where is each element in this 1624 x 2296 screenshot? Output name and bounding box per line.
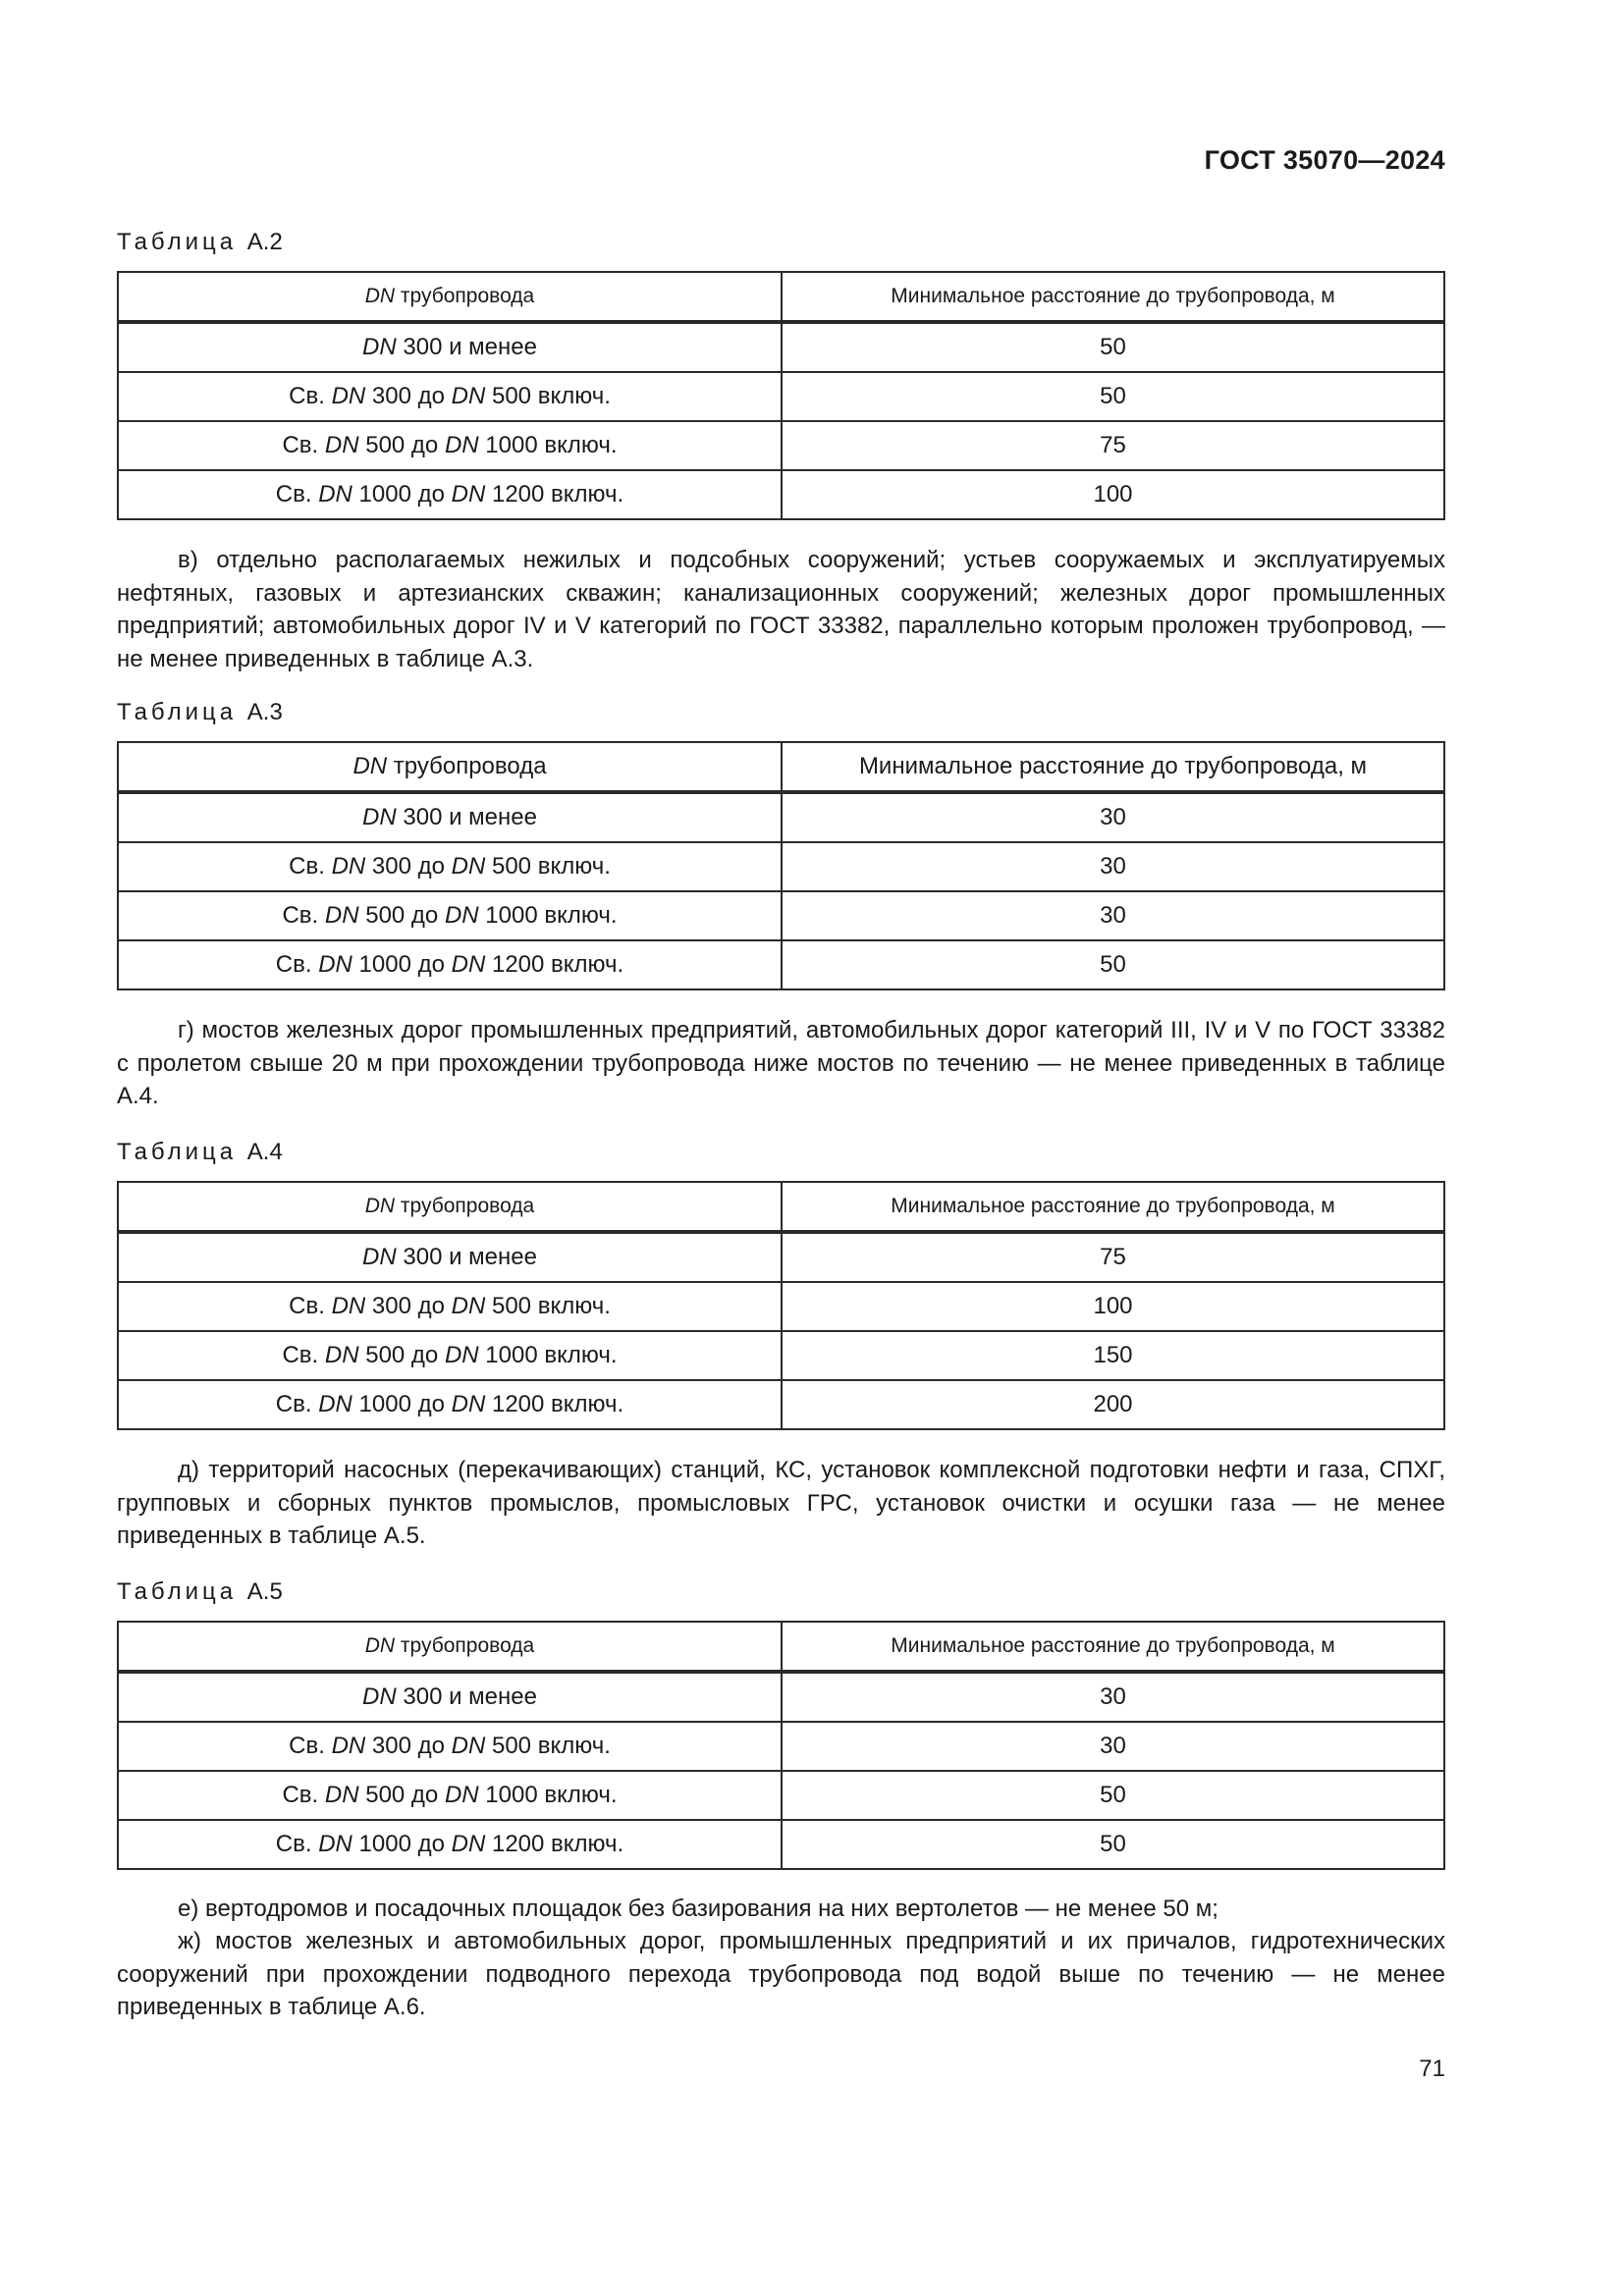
cell-dn: Св. DN 1000 до DN 1200 включ. (118, 470, 782, 519)
cell-distance: 200 (782, 1380, 1444, 1429)
paragraph-v: в) отдельно располагаемых нежилых и подсобных сооружений; устьев сооружаемых и эксплуатируемых нефтяных, газовых и артезианских скважин; канализационных сооружений; железных дорог промышленных предприятий; автомобильных дорог IV и V категорий по ГОСТ 33382, параллельно которым проложен трубопровод, — не менее приведенных в таблице А.3. (117, 547, 1445, 672)
col-header-dn: DN трубопровода (118, 1622, 782, 1672)
cell-distance: 150 (782, 1331, 1444, 1380)
cell-distance: 50 (782, 1820, 1444, 1869)
table-row (118, 421, 1444, 470)
cell-dn: Св. DN 1000 до DN 1200 включ. (118, 1380, 782, 1429)
document-header: ГОСТ 35070—2024 (1204, 145, 1445, 175)
table-row (118, 842, 1444, 891)
caption-word: Таблица (117, 229, 238, 255)
cell-distance: 30 (782, 891, 1444, 940)
table-row (118, 1380, 1444, 1429)
caption-number: А.5 (246, 1578, 283, 1605)
paragraph-g: г) мостов железных дорог промышленных предприятий, автомобильных дорог категорий III, IV и V по ГОСТ 33382 с пролетом свыше 20 м при прохождении трубопровода ниже мостов по течению — не менее приведенных в таблице А.4. (117, 1017, 1445, 1109)
col-header-distance: Минимальное расстояние до трубопровода, м (782, 1622, 1444, 1672)
col-header-dn: DN трубопровода (118, 1182, 782, 1232)
table-row (118, 1771, 1444, 1820)
col-header-dn: DN трубопровода (118, 272, 782, 322)
table-a5 (117, 1621, 1445, 1870)
cell-distance: 50 (782, 372, 1444, 421)
cell-dn: Св. DN 300 до DN 500 включ. (118, 842, 782, 891)
table-caption (117, 699, 283, 726)
cell-dn: DN 300 и менее (118, 1232, 782, 1282)
cell-distance: 50 (782, 1771, 1444, 1820)
cell-distance: 30 (782, 1672, 1444, 1722)
cell-distance: 30 (782, 792, 1444, 842)
table-row (118, 1820, 1444, 1869)
paragraph-zh: ж) мостов железных и автомобильных дорог, промышленных предприятий и их причалов, гидротехнических сооружений при прохождении подводного перехода трубопровода под водой выше по течению — не менее приведенных в таблице А.6. (117, 1928, 1445, 2020)
caption-word: Таблица (117, 1139, 238, 1165)
cell-dn: Св. DN 300 до DN 500 включ. (118, 1722, 782, 1771)
cell-dn: DN 300 и менее (118, 792, 782, 842)
table-row (118, 1722, 1444, 1771)
cell-dn: Св. DN 1000 до DN 1200 включ. (118, 940, 782, 989)
table-caption (117, 1139, 283, 1166)
table-a3 (117, 741, 1445, 990)
table-row (118, 372, 1444, 421)
cell-distance: 30 (782, 1722, 1444, 1771)
table-row (118, 891, 1444, 940)
paragraph-d: д) территорий насосных (перекачивающих) станций, КС, установок комплексной подготовки нефти и газа, СПХГ, групповых и сборных пунктов промыслов, промысловых ГРС, установок очистки и осушки газа — не менее приведенных в таблице А.5. (117, 1457, 1445, 1549)
cell-distance: 50 (782, 940, 1444, 989)
table-row (118, 1672, 1444, 1722)
table-row (118, 1282, 1444, 1331)
table-row (118, 322, 1444, 372)
cell-distance: 75 (782, 1232, 1444, 1282)
col-header-dn: DN трубопровода (118, 742, 782, 792)
paragraph-e: е) вертодромов и посадочных площадок без базирования на них вертолетов — не менее 50 м; (178, 1896, 1218, 1922)
table-row (118, 940, 1444, 989)
cell-distance: 75 (782, 421, 1444, 470)
caption-word: Таблица (117, 699, 238, 725)
cell-distance: 100 (782, 1282, 1444, 1331)
cell-dn: DN 300 и менее (118, 1672, 782, 1722)
cell-dn: DN 300 и менее (118, 322, 782, 372)
caption-number: А.4 (246, 1139, 283, 1165)
cell-distance: 50 (782, 322, 1444, 372)
page-number: 71 (1419, 2056, 1445, 2082)
table-row (118, 470, 1444, 519)
cell-dn: Св. DN 500 до DN 1000 включ. (118, 1331, 782, 1380)
table-row (118, 1232, 1444, 1282)
cell-distance: 100 (782, 470, 1444, 519)
table-caption (117, 229, 283, 256)
table-a2 (117, 271, 1445, 520)
table-row (118, 1331, 1444, 1380)
cell-distance: 30 (782, 842, 1444, 891)
cell-dn: Св. DN 300 до DN 500 включ. (118, 372, 782, 421)
caption-word: Таблица (117, 1578, 238, 1605)
cell-dn: Св. DN 500 до DN 1000 включ. (118, 1771, 782, 1820)
table-row (118, 792, 1444, 842)
table-caption (117, 1578, 283, 1606)
caption-number: А.3 (246, 699, 283, 725)
col-header-distance: Минимальное расстояние до трубопровода, м (782, 1182, 1444, 1232)
cell-dn: Св. DN 300 до DN 500 включ. (118, 1282, 782, 1331)
cell-dn: Св. DN 1000 до DN 1200 включ. (118, 1820, 782, 1869)
cell-dn: Св. DN 500 до DN 1000 включ. (118, 891, 782, 940)
col-header-distance: Минимальное расстояние до трубопровода, м (782, 742, 1444, 792)
table-a4 (117, 1181, 1445, 1430)
col-header-distance: Минимальное расстояние до трубопровода, м (782, 272, 1444, 322)
caption-number: А.2 (246, 229, 283, 255)
cell-dn: Св. DN 500 до DN 1000 включ. (118, 421, 782, 470)
